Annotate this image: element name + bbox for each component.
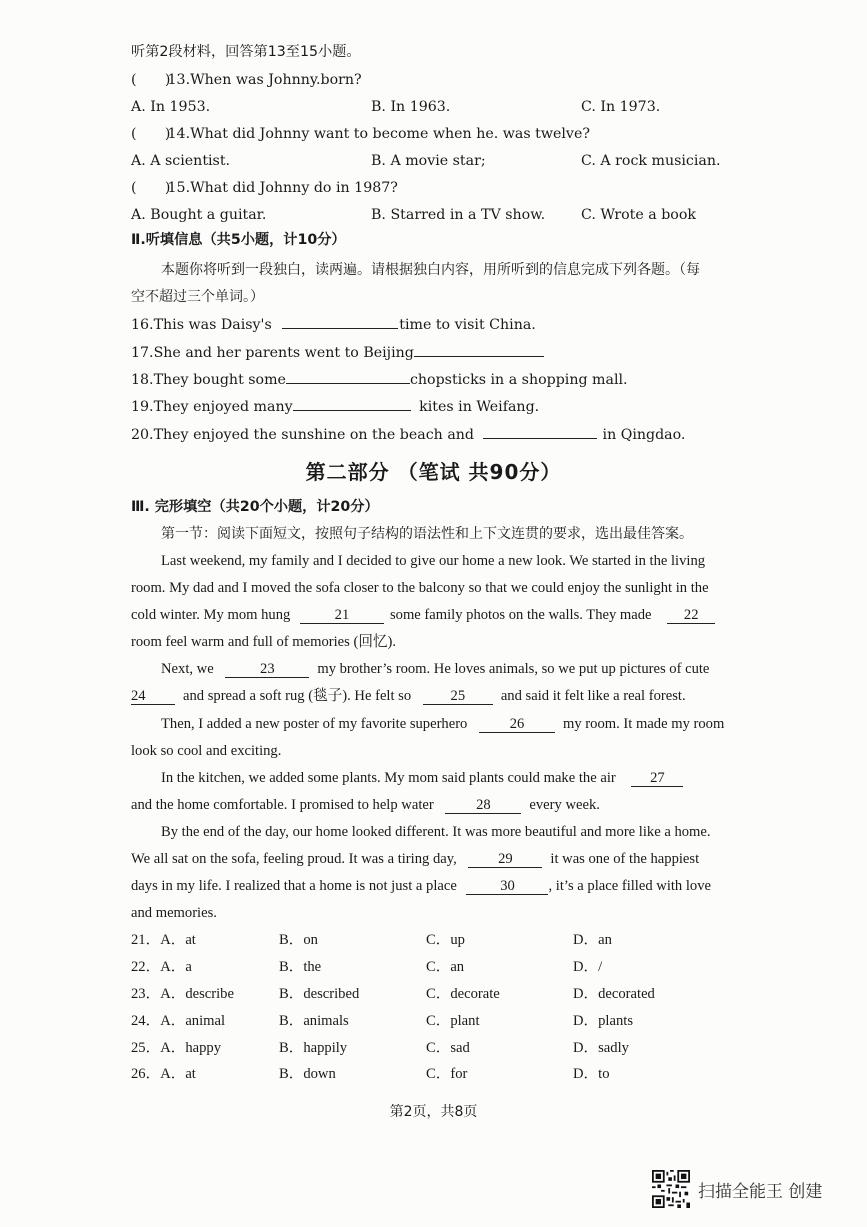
- passage-line: [131, 686, 686, 706]
- passage-line: room. My dad and I moved the sofa closer to the balcony so that we could enjoy the sunlight in the: [131, 580, 709, 596]
- question-text: 14.What did Johnny want to become when he. was twelve?: [167, 126, 590, 142]
- passage-text: and the home comfortable. I promised to help water: [131, 797, 434, 813]
- passage-text: In the kitchen, we added some plants. My mom said plants could make the air: [161, 770, 616, 786]
- option-row-22-a: 22．A．a: [131, 959, 192, 975]
- option-b: B．described: [279, 986, 360, 1002]
- answer-blank[interactable]: [414, 341, 544, 357]
- option-d: D．plants: [573, 1013, 633, 1029]
- option-c: C．an: [426, 959, 465, 975]
- cloze-blank-21[interactable]: 21: [300, 607, 384, 624]
- option-b: B. A movie star;: [371, 153, 486, 169]
- passage-line: By the end of the day, our home looked different. It was more beautiful and more like a home.: [161, 824, 711, 840]
- watermark-text: 扫描全能王 创建: [698, 1181, 823, 1202]
- page-number: 第2页，共8页: [389, 1104, 478, 1120]
- option-c: C．sad: [426, 1040, 470, 1056]
- cloze-blank-26[interactable]: 26: [479, 716, 555, 733]
- question-16: [131, 313, 536, 335]
- question-13: [131, 70, 362, 90]
- option-a: A. In 1953.: [131, 99, 211, 115]
- cloze-blank-30[interactable]: 30: [466, 878, 548, 895]
- passage-text: and spread a soft rug (毯子). He felt so: [183, 688, 412, 704]
- option-b: B．happily: [279, 1040, 348, 1056]
- question-14: [131, 124, 590, 144]
- section-title-written: 第二部分 （笔试 共90分）: [305, 460, 562, 484]
- option-c: C. Wrote a book: [581, 207, 696, 223]
- cloze-blank-27[interactable]: 27: [631, 770, 683, 787]
- passage-line: [131, 795, 600, 815]
- question-text-tail: in Qingdao.: [602, 427, 686, 443]
- passage-text: every week.: [529, 797, 600, 813]
- passage-text: my room. It made my room: [563, 716, 725, 732]
- option-b: B．down: [279, 1066, 336, 1082]
- option-c: C．up: [426, 932, 465, 948]
- instruction-line-2: 空不超过三个单词。）: [131, 289, 264, 305]
- question-text: 13.When was Johnny.born?: [167, 72, 362, 88]
- cloze-instruction: 第一节：阅读下面短文，按照句子结构的语法性和上下文连贯的要求，选出最佳答案。: [161, 526, 693, 542]
- passage-line: look so cool and exciting.: [131, 743, 282, 759]
- option-row-23-a: 23．A．describe: [131, 986, 234, 1002]
- section-heading-listen-fill: Ⅱ.听填信息（共5小题，计10分）: [131, 232, 346, 248]
- option-c: C．plant: [426, 1013, 480, 1029]
- passage-text: , it’s a place filled with love: [548, 878, 711, 894]
- option-row-26-a: 26．A．at: [131, 1066, 196, 1082]
- passage-text: Next, we: [161, 661, 214, 677]
- option-c: C. In 1973.: [581, 99, 661, 115]
- question-text: 18.They bought some: [131, 372, 286, 388]
- passage-text: cold winter. My mom hung: [131, 607, 291, 623]
- passage-text: days in my life. I realized that a home is not just a place: [131, 878, 457, 894]
- option-b: B. In 1963.: [371, 99, 451, 115]
- listening-section-intro: 听第2段材料，回答第13至15小题。: [131, 44, 361, 60]
- qr-code-icon: [652, 1170, 690, 1208]
- option-a: A. A scientist.: [131, 153, 231, 169]
- question-text: 20.They enjoyed the sunshine on the beach and: [131, 427, 475, 443]
- question-17: [131, 341, 544, 363]
- passage-text: my brother’s room. He loves animals, so we put up pictures of cute: [317, 661, 710, 677]
- answer-blank[interactable]: [293, 395, 411, 411]
- passage-text: and said it felt like a real forest.: [500, 688, 686, 704]
- option-c: C. A rock musician.: [581, 153, 721, 169]
- passage-text: We all sat on the sofa, feeling proud. It was a tiring day,: [131, 851, 457, 867]
- question-15: [131, 178, 398, 198]
- option-d: D．decorated: [573, 986, 655, 1002]
- option-d: D．to: [573, 1066, 610, 1082]
- cloze-blank-22[interactable]: 22: [667, 607, 715, 624]
- passage-line: [131, 876, 711, 896]
- question-text-tail: chopsticks in a shopping mall.: [409, 372, 628, 388]
- passage-line: [131, 605, 715, 625]
- question-text: 17.She and her parents went to Beijing: [131, 345, 414, 361]
- answer-paren[interactable]: ( ): [131, 126, 171, 142]
- option-b: B. Starred in a TV show.: [371, 207, 546, 223]
- option-d: D．/: [573, 959, 603, 975]
- option-d: D．an: [573, 932, 612, 948]
- option-row-24-a: 24．A．animal: [131, 1013, 226, 1029]
- question-text: 15.What did Johnny do in 1987?: [167, 180, 398, 196]
- answer-paren[interactable]: ( ): [131, 180, 171, 196]
- passage-line: [161, 659, 709, 679]
- scanner-watermark: [652, 1170, 822, 1208]
- option-row-21-a: 21．A．at: [131, 932, 196, 948]
- passage-line: [131, 849, 699, 869]
- option-c: C．decorate: [426, 986, 500, 1002]
- passage-line: [161, 714, 724, 734]
- question-text: 16.This was Daisy's: [131, 317, 272, 333]
- cloze-blank-28[interactable]: 28: [445, 797, 521, 814]
- cloze-blank-25[interactable]: 25: [423, 688, 493, 705]
- option-b: B．on: [279, 932, 318, 948]
- option-a: A. Bought a guitar.: [131, 207, 267, 223]
- answer-paren[interactable]: ( ): [131, 72, 171, 88]
- option-c: C．for: [426, 1066, 468, 1082]
- passage-line: and memories.: [131, 905, 217, 921]
- option-d: D．sadly: [573, 1040, 629, 1056]
- answer-blank[interactable]: [483, 423, 597, 439]
- passage-text: Then, I added a new poster of my favorite superhero: [161, 716, 468, 732]
- question-text-tail: time to visit China.: [399, 317, 536, 333]
- question-20: [131, 423, 685, 445]
- passage-line: room feel warm and full of memories (回忆).: [131, 634, 397, 650]
- passage-text: some family photos on the walls. They made: [389, 607, 652, 623]
- answer-blank[interactable]: [282, 313, 398, 329]
- question-18: [131, 368, 628, 390]
- cloze-blank-24[interactable]: 24: [131, 688, 175, 705]
- option-b: B．animals: [279, 1013, 349, 1029]
- question-text-tail: kites in Weifang.: [419, 399, 540, 415]
- cloze-blank-29[interactable]: 29: [468, 851, 542, 868]
- option-b: B．the: [279, 959, 322, 975]
- question-19: [131, 395, 539, 417]
- cloze-blank-23[interactable]: 23: [225, 661, 309, 678]
- answer-blank[interactable]: [286, 368, 410, 384]
- option-row-25-a: 25．A．happy: [131, 1040, 221, 1056]
- passage-text: it was one of the happiest: [550, 851, 700, 867]
- section-heading-cloze: Ⅲ. 完形填空（共20个小题，计20分）: [131, 499, 379, 515]
- question-text: 19.They enjoyed many: [131, 399, 293, 415]
- passage-line: [161, 768, 683, 788]
- passage-line: Last weekend, my family and I decided to give our home a new look. We started in the living: [161, 553, 706, 569]
- instruction-line-1: 本题你将听到一段独白，读两遍。请根据独白内容，用所听到的信息完成下列各题。（每: [161, 262, 700, 278]
